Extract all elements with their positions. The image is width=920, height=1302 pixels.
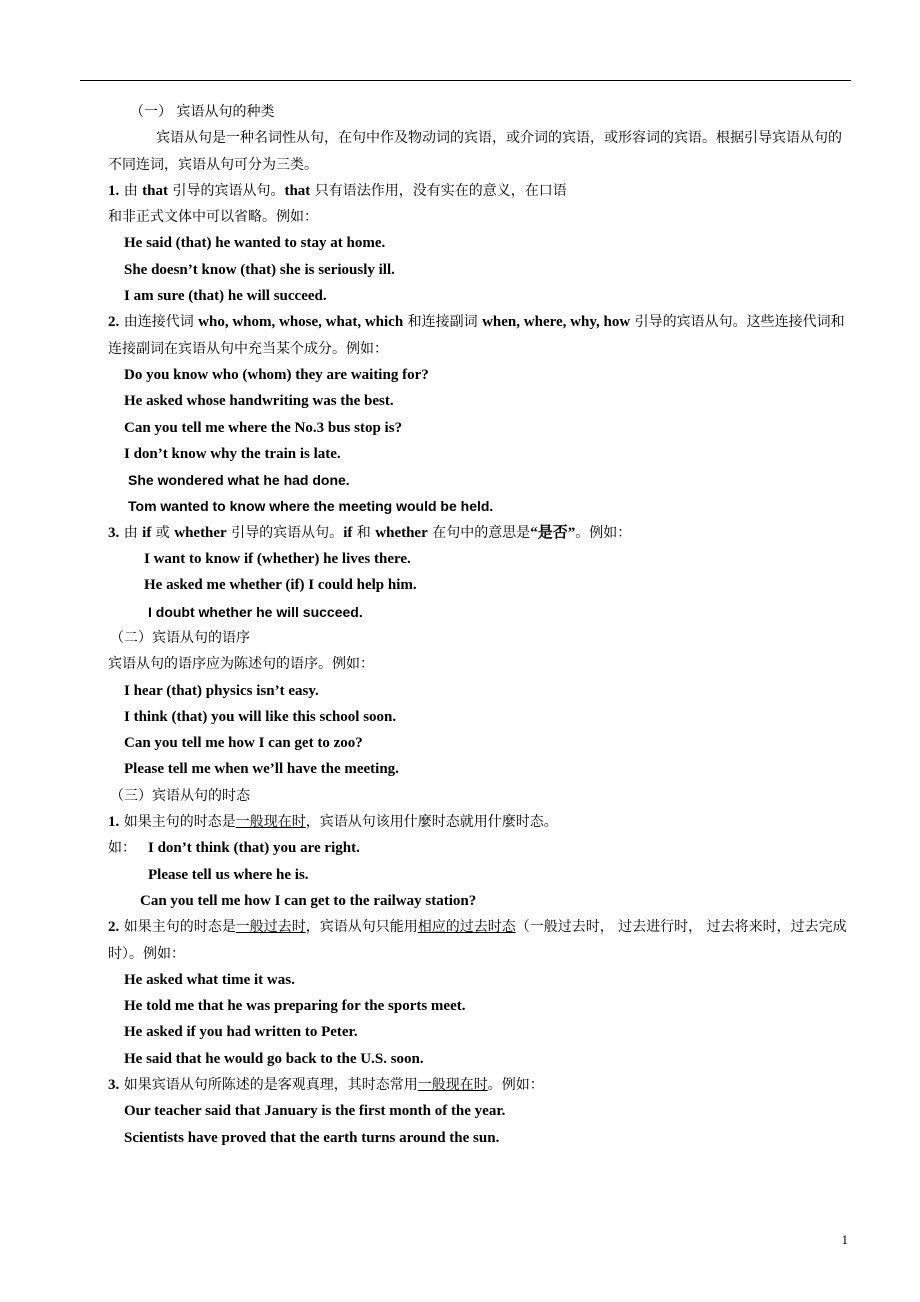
example-sentence: Can you tell me how I can get to the railway station? [140,892,477,909]
example-sentence: I don’t know why the train is late. [124,445,341,462]
point-1-1-cont: 和非正式文体中可以省略。例如： [108,209,318,226]
example-sentence: Can you tell me where the No.3 bus stop is? [124,419,403,436]
point-number: 2. [108,919,120,936]
example-sentence: I think (that) you will like this school soon. [124,708,397,725]
section-2-intro: 宾语从句的语序应为陈述句的语序。例如： [108,656,374,673]
example-sentence: I hear (that) physics isn’t easy. [124,682,319,699]
point-number: 3. [108,1076,120,1093]
example-sentence: Scientists have proved that the earth turns around the sun. [124,1129,500,1146]
section-1-intro: 宾语从句是一种名词性从句，在句中作及物动词的宾语，或介词的宾语，或形容词的宾语。根据引导宾语从句的不同连词，宾语从句可分为三类。 [108,130,842,173]
underlined-term: 一般现在时 [235,814,306,831]
example-sentence: He asked whose handwriting was the best. [124,393,394,410]
point-3-3: 3. 如果宾语从句所陈述的是客观真理，其时态常用一般现在时。例如： [108,1076,544,1093]
example-sentence: He said that he would go back to the U.S. soon. [124,1050,424,1067]
example-sentence: Please tell me when we’ll have the meeting. [124,761,399,778]
example-sentence: He asked what time it was. [124,971,295,988]
point-number: 1. [108,814,120,831]
underlined-term: 一般过去时 [235,919,306,936]
example-sentence: Do you know who (whom) they are waiting for? [124,366,429,383]
point-number: 2. [108,314,120,331]
example-sentence: He told me that he was preparing for the sports meet. [124,998,466,1015]
header-rule [80,80,851,81]
point-number: 1. [108,182,120,199]
example-sentence: I want to know if (whether) he lives there. [144,551,411,568]
example-sentence: He said (that) he wanted to stay at home. [124,235,386,252]
underlined-term: 一般现在时 [417,1076,488,1093]
example-sentence: I am sure (that) he will succeed. [124,288,327,305]
point-1-1: 1. 由 that 引导的宾语从句。that 只有语法作用，没有实在的意义，在口语 [108,182,567,199]
example-sentence: I don’t think (that) you are right. [148,840,360,857]
underlined-term: 相应的过去时态 [417,919,516,936]
point-3-1: 1. 如果主句的时态是一般现在时，宾语从句该用什麼时态就用什麼时态。 [108,814,558,831]
section-2-heading: （二）宾语从句的语序 [110,629,250,646]
example-line-with-prefix [108,835,853,861]
example-sentence: Tom wanted to know where the meeting would be held. [128,498,494,515]
example-prefix: 如： [108,840,136,857]
example-sentence: He asked if you had written to Peter. [124,1024,358,1041]
point-number: 3. [108,524,120,541]
page-number: 1 [841,1232,848,1247]
section-3-heading: （三）宾语从句的时态 [110,787,250,804]
example-sentence: She doesn’t know (that) she is seriously ill. [124,261,395,278]
section-1-heading: （一） 宾语从句的种类 [130,104,275,120]
document-body [108,99,853,1151]
example-sentence: I doubt whether he will succeed. [148,603,363,620]
example-sentence: She wondered what he had done. [128,472,350,489]
point-1-3: 3. 由 if 或 whether 引导的宾语从句。if 和 whether 在句中的意思是“是否”。例如： [108,524,632,541]
example-sentence: He asked me whether (if) I could help him. [144,577,417,594]
example-sentence: Our teacher said that January is the first month of the year. [124,1103,506,1120]
example-sentence: Please tell us where he is. [148,866,309,883]
example-sentence: Can you tell me how I can get to zoo? [124,735,363,752]
point-1-2: 2. 由连接代词 who, whom, whose, what, which 和连接副词 when, where, why, how 引导的宾语从句。这些连接代词和连接副词在宾语从句中充当某个成分。例如： [108,314,845,357]
point-3-2: 2. 如果主句的时态是一般过去时，宾语从句只能用相应的过去时态（一般过去时， 过去进行时， 过去将来时，过去完成时）。例如： [108,919,847,962]
